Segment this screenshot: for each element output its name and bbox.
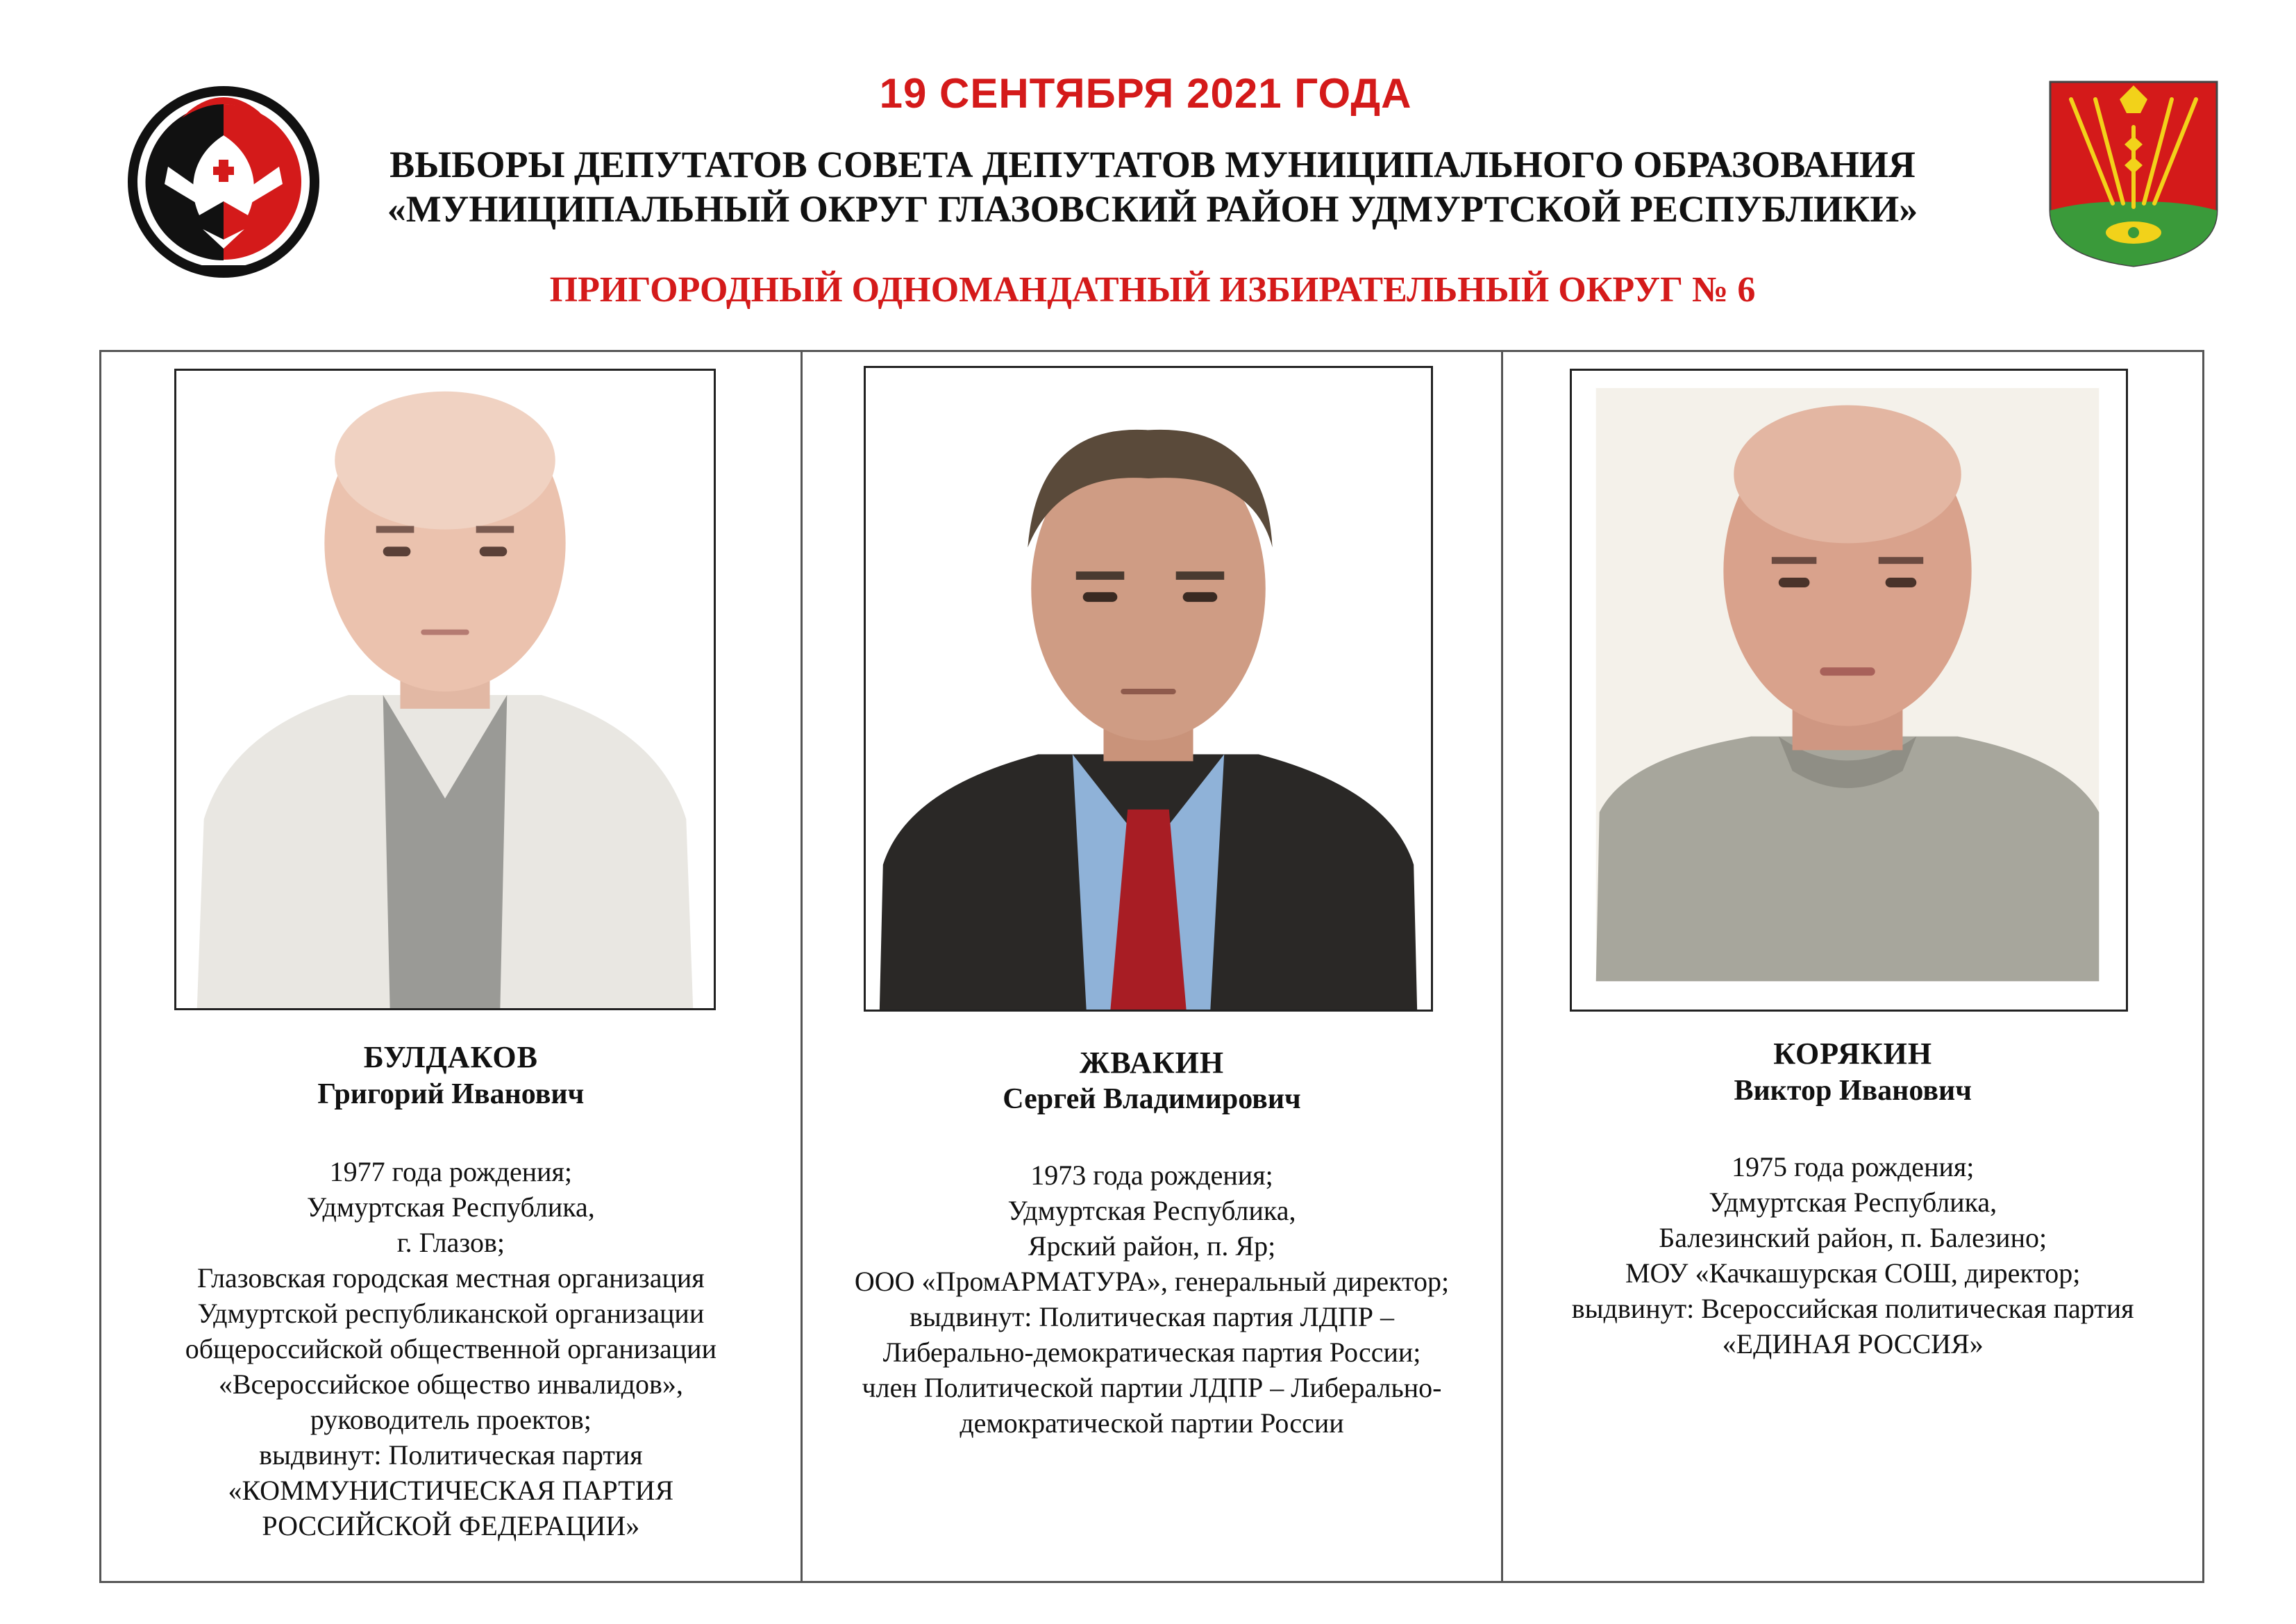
bio-line: выдвинут: Всероссийская политическая партия <box>1571 1293 2134 1324</box>
bio-line: Глазовская городская местная организация <box>196 1262 705 1294</box>
election-title <box>319 142 1986 231</box>
glazov-district-coat-of-arms-icon <box>2047 78 2220 269</box>
bio-line: Удмуртской республиканской организации <box>197 1298 705 1329</box>
bio-line: выдвинут: Политическая партия <box>259 1439 643 1471</box>
bio-line: г. Глазов; <box>396 1227 505 1258</box>
candidate-photo <box>174 369 716 1010</box>
election-title-line-1: ВЫБОРЫ ДЕПУТАТОВ СОВЕТА ДЕПУТАТОВ МУНИЦИПАЛЬНОГО ОБРАЗОВАНИЯ <box>389 144 1916 185</box>
bio-line: ООО «ПромАРМАТУРА», генеральный директор; <box>854 1266 1450 1297</box>
candidate-card <box>1503 352 2202 1581</box>
bio-line: Балезинский район, п. Балезино; <box>1659 1222 2047 1253</box>
election-date: 19 СЕНТЯБРЯ 2021 ГОДА <box>879 70 1412 117</box>
candidates-table <box>99 350 2204 1583</box>
bio-line: общероссийской общественной организации <box>185 1333 717 1364</box>
udmurt-republic-emblem-icon <box>119 62 328 283</box>
bio-line: Либерально-демократическая партия России; <box>882 1337 1421 1368</box>
bio-line: Удмуртская Республика, <box>1007 1195 1296 1226</box>
election-title-line-2: «МУНИЦИПАЛЬНЫЙ ОКРУГ ГЛАЗОВСКИЙ РАЙОН УДМУРТСКОЙ РЕСПУБЛИКИ» <box>387 188 1918 230</box>
bio-line: выдвинут: Политическая партия ЛДПР – <box>909 1301 1395 1332</box>
bio-line: 1977 года рождения; <box>329 1156 573 1187</box>
candidate-photo <box>864 366 1433 1012</box>
bio-line: демократической партии России <box>960 1407 1344 1439</box>
bio-line: руководитель проектов; <box>310 1404 592 1435</box>
candidate-bio <box>810 1157 1495 1441</box>
bio-line: Ярский район, п. Яр; <box>1028 1230 1276 1262</box>
candidate-surname: БУЛДАКОВ <box>363 1040 538 1074</box>
bio-line: МОУ «Качкашурская СОШ, директор; <box>1625 1257 2081 1289</box>
candidate-surname: ЖВАКИН <box>1079 1046 1225 1080</box>
candidate-given-names: Григорий Иванович <box>317 1078 585 1110</box>
bio-line: 1975 года рождения; <box>1731 1151 1975 1182</box>
bio-line: «Всероссийское общество инвалидов», <box>218 1368 683 1400</box>
bio-line: «КОММУНИСТИЧЕСКАЯ ПАРТИЯ <box>228 1475 674 1506</box>
candidate-photo <box>1570 369 2128 1012</box>
candidate-given-names: Виктор Иванович <box>1734 1075 1972 1107</box>
candidate-given-names: Сергей Владимирович <box>1003 1083 1301 1115</box>
electoral-district-title: ПРИГОРОДНЫЙ ОДНОМАНДАТНЫЙ ИЗБИРАТЕЛЬНЫЙ ОКРУГ № 6 <box>549 270 1756 310</box>
bio-line: «ЕДИНАЯ РОССИЯ» <box>1722 1328 1984 1359</box>
bio-line: РОССИЙСКОЙ ФЕДЕРАЦИИ» <box>262 1510 640 1541</box>
bio-line: 1973 года рождения; <box>1030 1160 1273 1191</box>
candidate-bio <box>108 1154 794 1543</box>
candidate-card <box>803 352 1504 1581</box>
candidate-bio <box>1510 1149 2195 1362</box>
bio-line: член Политической партии ЛДПР – Либерально- <box>862 1372 1442 1403</box>
candidate-surname: КОРЯКИН <box>1773 1037 1933 1071</box>
bio-line: Удмуртская Республика, <box>306 1191 595 1223</box>
bio-line: Удмуртская Республика, <box>1709 1187 1997 1218</box>
candidate-card <box>101 352 803 1581</box>
